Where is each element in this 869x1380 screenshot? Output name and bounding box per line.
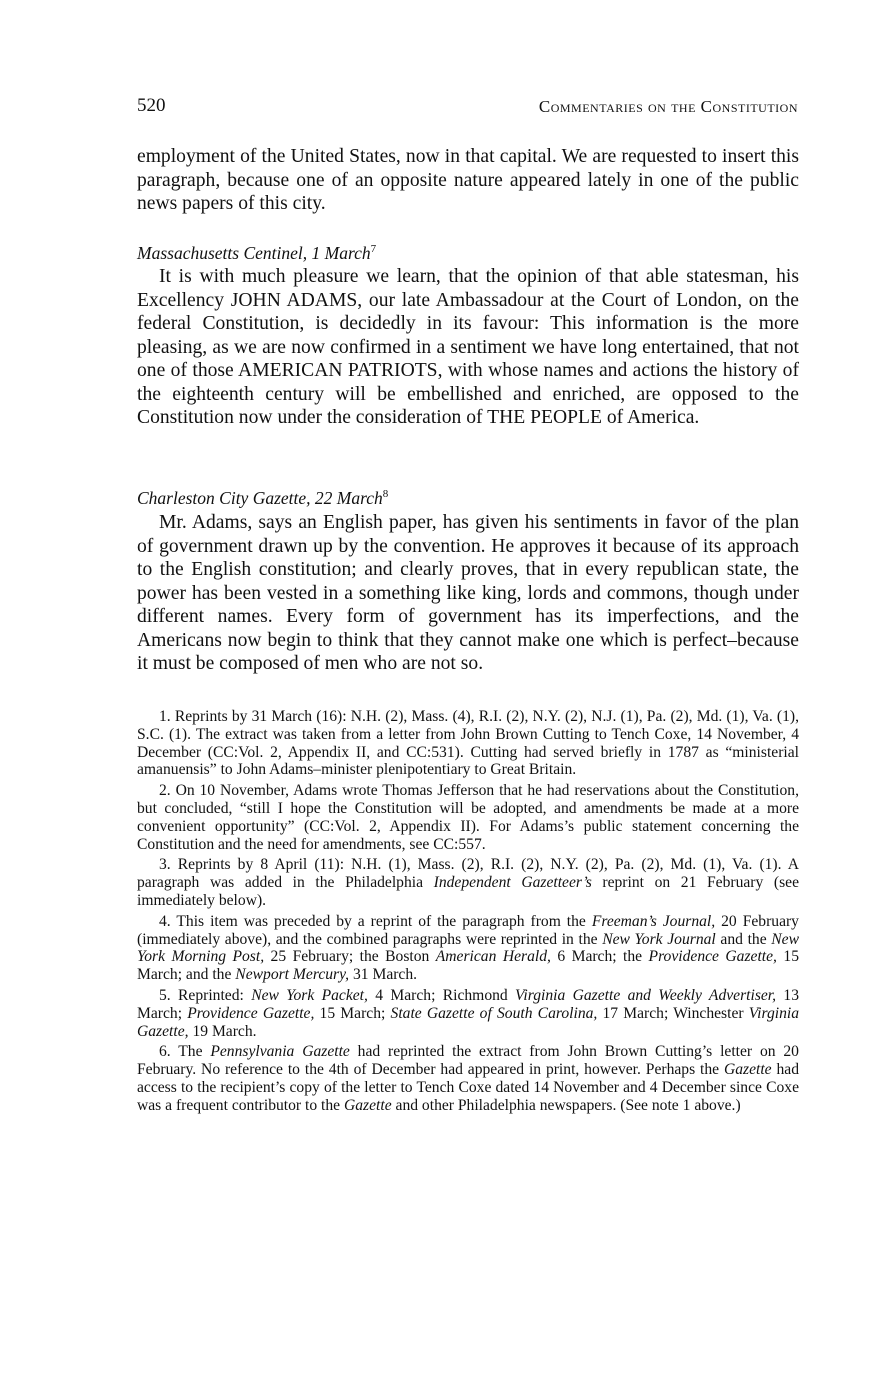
source-heading-massachusetts-centinel: Massachusetts Centinel, 1 March$^7$: [137, 243, 377, 263]
footnote-6: 6. The Pennsylvania Gazette had reprinted the extract from John Brown Cutting’s letter on 20 February. No reference to the 4th of December had appeared in print, however. Perhaps the Gazette had access to the recipient’s copy of the letter to Tench Coxe dated 14 November and 4 December since Coxe was a frequent contributor to the Gazette and other Philadelphia newspapers. (See note 1 above.): [137, 1043, 800, 1114]
footnotes: [137, 708, 799, 1118]
continuation-paragraph: employment of the United States, now in that capital. We are requested to insert this paragraph, because one of an opposite nature appeared lately in one of the public news papers of this city.: [137, 146, 799, 214]
running-head: Commentaries on the Constitution: [538, 97, 798, 116]
page-number: 520: [137, 95, 166, 116]
footnote-3: 3. Reprints by 8 April (11): N.H. (1), Mass. (2), R.I. (2), N.Y. (2), Pa. (2), Md. (1), Va. (1). A paragraph was added in the Philadelphia Independent Gazetteer’s reprint on 21 February (see immediately below).: [137, 856, 799, 909]
note-reference-7: 7: [370, 243, 377, 256]
footnote-4: 4. This item was preceded by a reprint of the paragraph from the Freeman’s Journal, 20 February (immediately above), and the combined paragraphs were reprinted in the New York Journal and the New York Morning Post, 25 February; the Boston American Herald, 6 March; the Providence Gazette, 15 March; and the Newport Mercury, 31 March.: [137, 912, 799, 984]
charleston-city-gazette-paragraph: Mr. Adams, says an English paper, has given his sentiments in favor of the plan of government drawn up by the convention. He approves it because of its approach to the English constitution; and clearly proves, that in every republican state, the power has been vested in a something like king, lords and commons, though under different names. Every form of government has its imperfections, and the Americans now begin to think that they cannot make one which is perfect–because it must be composed of men who are not so.: [137, 512, 799, 674]
massachusetts-centinel-paragraph: It is with much pleasure we learn, that the opinion of that able statesman, his Excellency JOHN ADAMS, our late Ambassadour at the Court of London, on the federal Constitution, is decidedly in its favour: This information is the more pleasing, as we are now confirmed in a sentiment we have long entertained, that not one of those AMERICAN PATRIOTS, with whose names and actions the history of the eighteenth century will be embellished and enriched, are opposed to the Constitution now under the consideration of THE PEOPLE of America.: [137, 266, 799, 428]
note-reference-8: 8: [382, 488, 389, 501]
footnote-2: 2. On 10 November, Adams wrote Thomas Jefferson that he had reservations about the Constitution, but concluded, “still I hope the Constitution will be adopted, and amendments be made at a more convenient opportunity” (CC:Vol. 2, Appendix II). For Adams’s public statement concerning the Constitution and the need for amendments, see CC:557.: [137, 782, 799, 853]
footnote-5: 5. Reprinted: New York Packet, 4 March; Richmond Virginia Gazette and Weekly Advertiser, 13 March; Providence Gazette, 15 March; State Gazette of South Carolina, 17 March; Winchester Virginia Gazette, 19 March.: [137, 986, 799, 1040]
footnote-1: 1. Reprints by 31 March (16): N.H. (2), Mass. (4), R.I. (2), N.Y. (2), N.J. (1), Pa. (2), Md. (1), Va. (1), S.C. (1). The extract was taken from a letter from John Brown Cutting to Tench Coxe, 14 November, 4 December (CC:Vol. 2, Appendix II, and CC:531). Cutting had served briefly in 1787 as “ministerial amanuensis” to John Adams–minister plenipotentiary to Great Britain.: [137, 708, 799, 779]
source-heading-charleston-city-gazette: Charleston City Gazette, 22 March$^8$: [137, 488, 389, 508]
